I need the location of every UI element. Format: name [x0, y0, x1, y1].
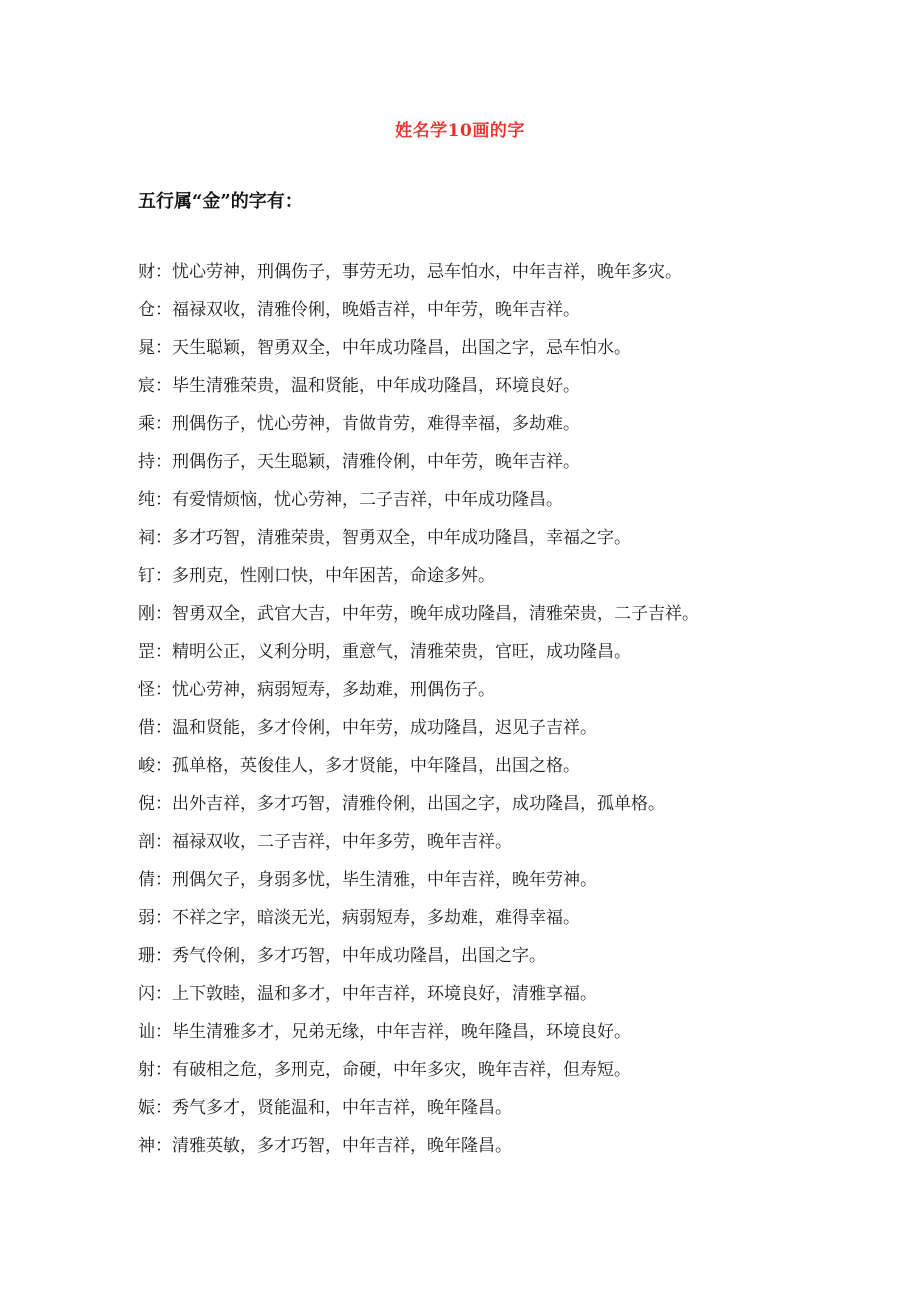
character-entry: 纯：有爱情烦恼，忧心劳神，二子吉祥，中年成功隆昌。: [138, 490, 563, 510]
character-entry: 剖：福禄双收，二子吉祥，中年多劳，晚年吉祥。: [138, 832, 512, 852]
character-entry: 怪：忧心劳神，病弱短寿，多劫难，刑偶伤子。: [138, 680, 495, 700]
character-entry: 财：忧心劳神，刑偶伤子，事劳无功，忌车怕水，中年吉祥，晚年多灾。: [138, 262, 682, 282]
character-entry: 罡：精明公正，义利分明，重意气，清雅荣贵，官旺，成功隆昌。: [138, 642, 631, 662]
character-entry: 宸：毕生清雅荣贵，温和贤能，中年成功隆昌，环境良好。: [138, 376, 580, 396]
character-entry: 倪：出外吉祥，多才巧智，清雅伶俐，出国之字，成功隆昌，孤单格。: [138, 794, 665, 814]
character-entry: 刚：智勇双全，武官大吉，中年劳，晚年成功隆昌，清雅荣贵，二子吉祥。: [138, 604, 699, 624]
character-entry: 借：温和贤能，多才伶俐，中年劳，成功隆昌，迟见子吉祥。: [138, 718, 597, 738]
character-entry: 娠：秀气多才，贤能温和，中年吉祥，晚年隆昌。: [138, 1098, 512, 1118]
character-entry: 持：刑偶伤子，天生聪颖，清雅伶俐，中年劳，晚年吉祥。: [138, 452, 580, 472]
section-heading: 五行属“金”的字有：: [138, 191, 303, 212]
character-entry: 钉：多刑克，性刚口快，中年困苦，命途多舛。: [138, 566, 495, 586]
character-entry: 射：有破相之危，多刑克，命硬，中年多灾，晚年吉祥，但寿短。: [138, 1060, 631, 1080]
character-entry-list: [138, 259, 838, 1171]
character-entry: 讪：毕生清雅多才，兄弟无缘，中年吉祥，晚年隆昌，环境良好。: [138, 1022, 631, 1042]
character-entry: 闪：上下敦睦，温和多才，中年吉祥，环境良好，清雅享福。: [138, 984, 597, 1004]
character-entry: 神：清雅英敏，多才巧智，中年吉祥，晚年隆昌。: [138, 1136, 512, 1156]
character-entry: 倩：刑偶欠子，身弱多忧，毕生清雅，中年吉祥，晚年劳神。: [138, 870, 597, 890]
character-entry: 珊：秀气伶俐，多才巧智，中年成功隆昌，出国之字。: [138, 946, 546, 966]
character-entry: 晁：天生聪颖，智勇双全，中年成功隆昌，出国之字，忌车怕水。: [138, 338, 631, 358]
document-title: 姓名学10画的字: [395, 121, 525, 141]
character-entry: 峻：孤单格，英俊佳人，多才贤能，中年隆昌，出国之格。: [138, 756, 580, 776]
character-entry: 仓：福禄双收，清雅伶俐，晚婚吉祥，中年劳，晚年吉祥。: [138, 300, 580, 320]
character-entry: 乘：刑偶伤子，忧心劳神，肯做肯劳，难得幸福，多劫难。: [138, 414, 580, 434]
character-entry: 祠：多才巧智，清雅荣贵，智勇双全，中年成功隆昌，幸福之字。: [138, 528, 631, 548]
character-entry: 弱：不祥之字，暗淡无光，病弱短寿，多劫难，难得幸福。: [138, 908, 580, 928]
